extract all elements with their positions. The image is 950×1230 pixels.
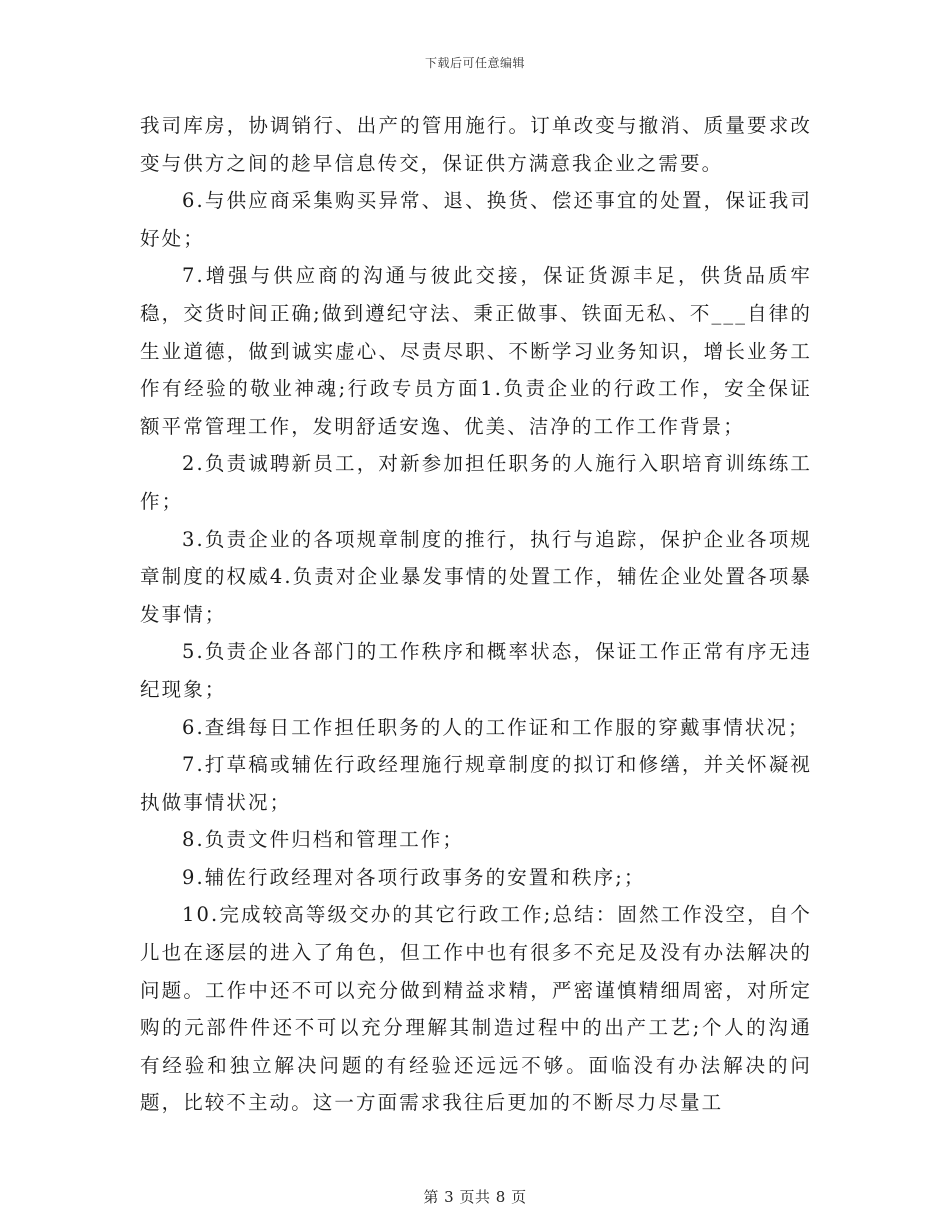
paragraph: 9.辅佐行政经理对各项行政事务的安置和秩序;； [182, 865, 646, 889]
paragraph: 5.负责企业各部门的工作秩序和概率状态，保证工作正常有序无违纪现象； [140, 640, 812, 701]
paragraph: 6.与供应商采集购买异常、退、换货、偿还事宜的处置，保证我司好处； [140, 189, 812, 250]
paragraph: 10.完成较高等级交办的其它行政工作;总结：固然工作没空，自个儿也在逐层的进入了角色，但工作中也有很多不充足及没有办法解决的问题。工作中还不可以充分做到精益求精，严密谨慎精细周密，对所定购的元部件件还不可以充分理解其制造过程中的出产工艺;个人的沟通有经验和独立解决问题的有经验还远远不够。面临没有办法解决的问题，比较不主动。这一方面需求我往后更加的不断尽力尽量工 [140, 903, 812, 1115]
paragraph: 6.查缉每日工作担任职务的人的工作证和工作服的穿戴事情状况； [182, 715, 810, 739]
paragraph: 8.负责文件归档和管理工作； [182, 828, 465, 852]
paragraph: 7.打草稿或辅佐行政经理施行规章制度的拟订和修缮，并关怀凝视执做事情状况； [140, 753, 812, 814]
document-body [140, 107, 812, 1122]
page-footer: 第 3 页共 8 页 [423, 1188, 527, 1206]
paragraph: 7.增强与供应商的沟通与彼此交接，保证货源丰足，供货品质牢稳，交货时间正确;做到遵纪守法、秉正做事、铁面无私、不___自律的生业道德，做到诚实虚心、尽责尽职、不断学习业务知识，增长业务工作有经验的敬业神魂;行政专员方面1.负责企业的行政工作，安全保证额平常管理工作，发明舒适安逸、优美、洁净的工作工作背景； [140, 264, 812, 438]
paragraph: 我司库房，协调销行、出产的管用施行。订单改变与撤消、质量要求改变与供方之间的趁早信息传交，保证供方满意我企业之需要。 [140, 114, 812, 175]
paragraph: 2.负责诚聘新员工，对新参加担任职务的人施行入职培育训练练工作； [140, 452, 812, 513]
paragraph: 3.负责企业的各项规章制度的推行，执行与追踪，保护企业各项规章制度的权威4.负责对企业暴发事情的处置工作，辅佐企业处置各项暴发事情； [140, 527, 812, 626]
page-header: 下载后可任意编辑 [424, 56, 525, 70]
